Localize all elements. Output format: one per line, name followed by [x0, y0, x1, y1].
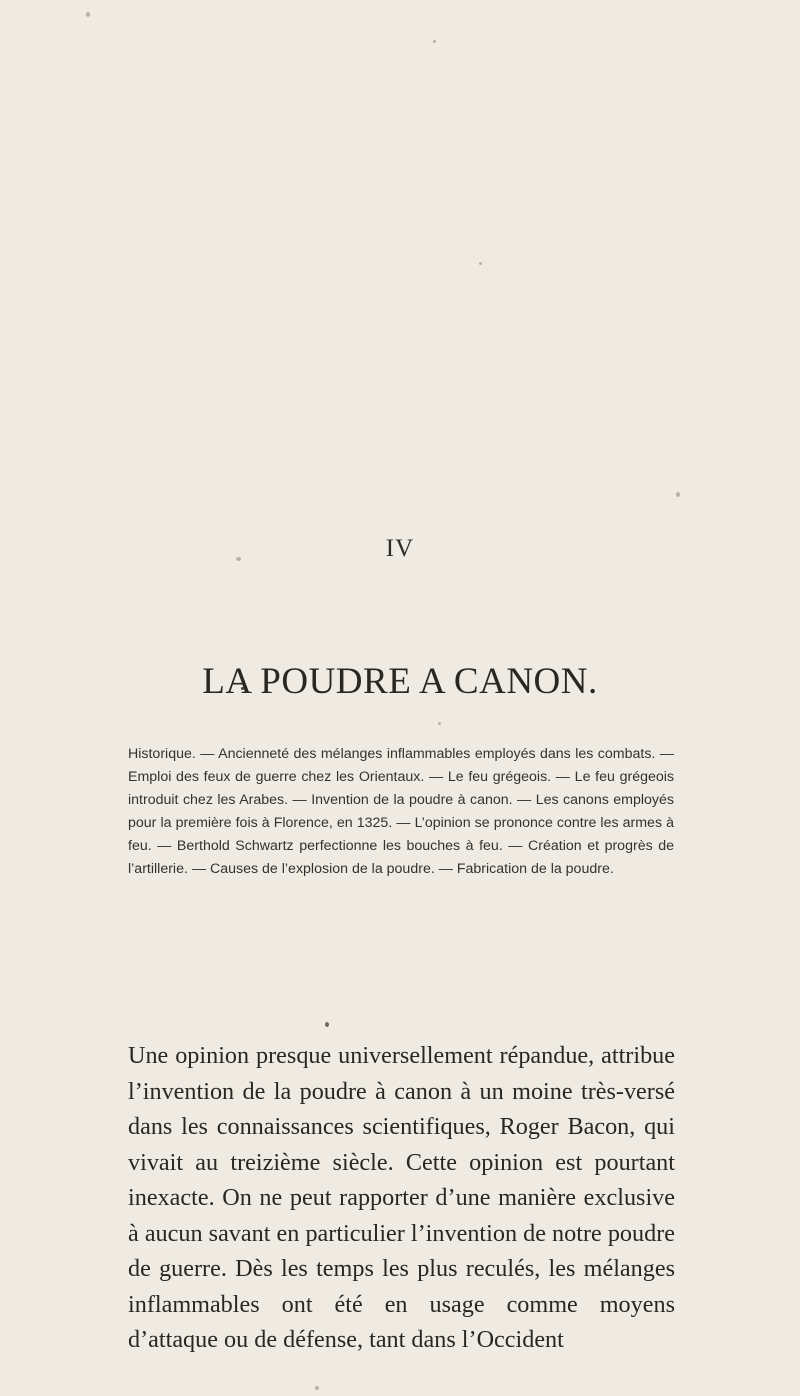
paper-speck	[479, 262, 482, 265]
body-text: Une opinion presque universellement répandue, attribue l’invention de la poudre à canon à un moine très-versé dans les connaissances scientifiques, Roger Bacon, qui vivait au treizième siècle. Cette opinion est pourtant inexacte. On ne peut rapporter d’une manière exclusive à aucun savant en particulier l’invention de notre poudre de guerre. Dès les temps les plus reculés, les mélanges inflammables ont été en usage comme moyens d’attaque ou de défense, tant dans l’Occident	[128, 1042, 675, 1353]
paper-speck	[433, 40, 436, 43]
summary-text: Historique. — Ancienneté des mélanges inflammables employés dans les combats. — Emploi des feux de guerre chez les Orientaux. — Le feu grégeois. — Le feu grégeois introduit chez les Arabes. — Invention de la poudre à canon. — Les canons employés pour la première fois à Florence, en 1325. — L’opinion se prononce contre les armes à feu. — Berthold Schwartz perfectionne les bouches à feu. — Création et progrès de l’artillerie. — Causes de l’explosion de la poudre. — Fabrication de la poudre.	[128, 746, 674, 877]
paper-speck	[676, 492, 680, 497]
chapter-title: LA POUDRE A CANON.	[202, 661, 598, 702]
body-paragraph	[128, 1038, 675, 1358]
paper-speck	[315, 1386, 319, 1390]
chapter-summary	[128, 743, 674, 881]
paper-speck	[438, 722, 441, 725]
paper-speck	[86, 12, 90, 17]
chapter-number: IV	[385, 535, 415, 562]
paper-speck	[325, 1022, 329, 1027]
